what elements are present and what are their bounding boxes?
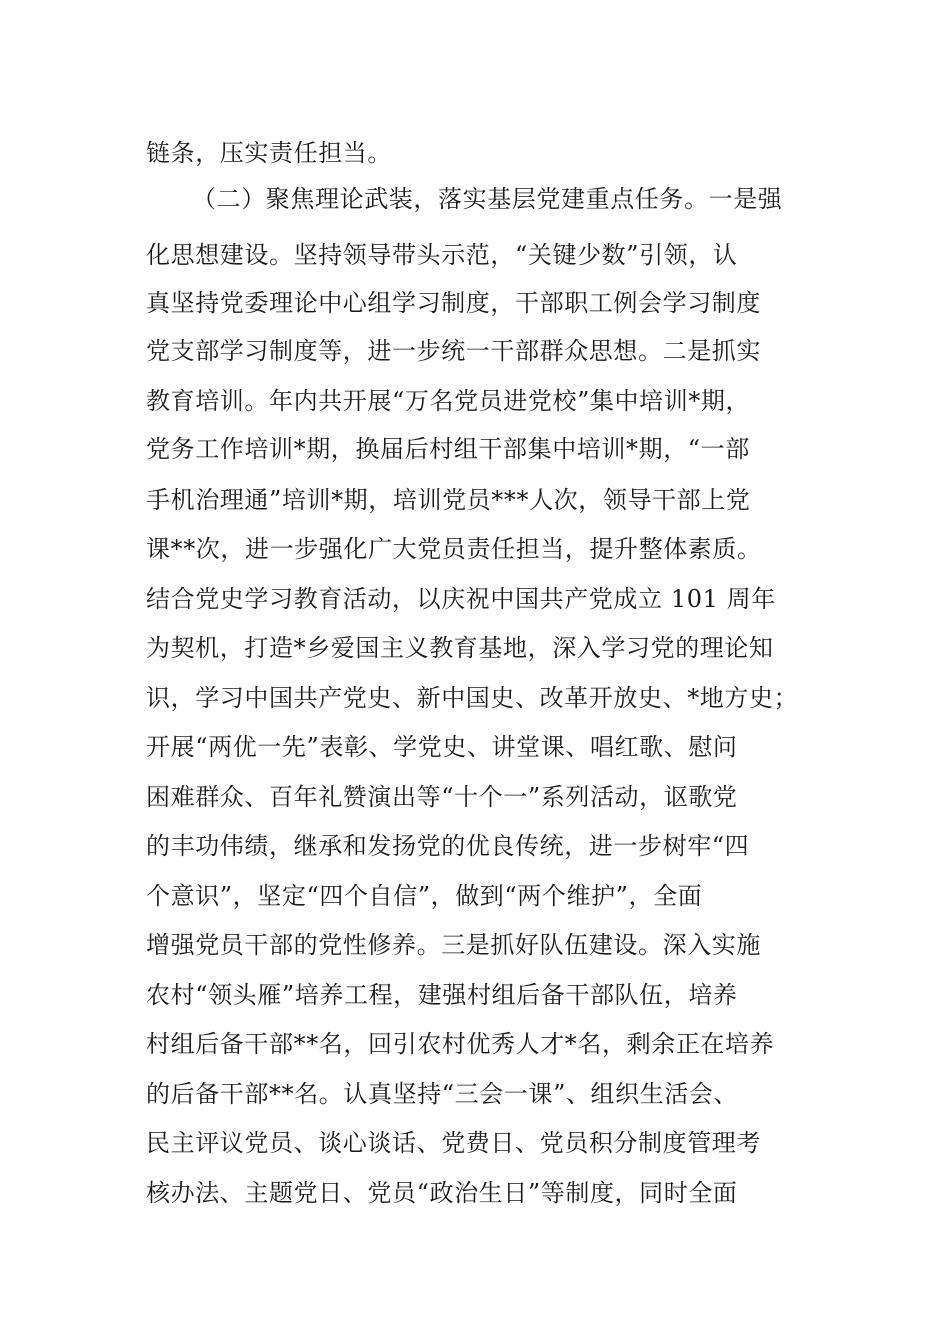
- text-line: 手机治理通”培训*期，培训党员***人次，领导干部上党: [146, 486, 751, 514]
- text-line: 识，学习中国共产党史、新中国史、改革开放史、*地方史；: [146, 684, 799, 712]
- text-line: 个意识”，坚定“四个自信”，做到“两个维护”，全面: [146, 882, 703, 910]
- text-line: 党务工作培训*期，换届后村组干部集中培训*期，“一部: [146, 435, 750, 463]
- text-line: 增强党员干部的党性修养。三是抓好队伍建设。深入实施: [146, 931, 761, 959]
- text-line: 真坚持党委理论中心组学习制度，干部职工例会学习制度: [146, 289, 761, 317]
- text-line: 核办法、主题党日、党员“政治生日”等制度，同时全面: [146, 1179, 738, 1207]
- text-line: 的后备干部**名。认真坚持“三会一课”、组织生活会、: [146, 1080, 739, 1108]
- text-line: 农村“领头雁”培养工程，建强村组后备干部队伍，培养: [146, 981, 738, 1009]
- text-line: 开展“两优一先”表彰、学党史、讲堂课、唱红歌、慰问: [146, 733, 738, 761]
- text-line: 村组后备干部**名，回引农村优秀人才*名，剩余正在培养: [146, 1030, 775, 1058]
- text-line: 的丰功伟绩，继承和发扬党的优良传统，进一步树牢“四: [146, 832, 750, 860]
- section-heading-line: （二）聚焦理论武装，落实基层党建重点任务。一是强: [192, 185, 783, 213]
- text-line: 民主评议党员、谈心谈话、党费日、党员积分制度管理考: [146, 1129, 761, 1157]
- text-line: 党支部学习制度等，进一步统一干部群众思想。二是抓实: [146, 337, 761, 365]
- text-line: 化思想建设。坚持领导带头示范，“关键少数”引领，认: [146, 241, 738, 269]
- text-line: 教育培训。年内共开展“万名党员进党校”集中培训*期，: [146, 387, 751, 415]
- text-line: 困难群众、百年礼赞演出等“十个一”系列活动，讴歌党: [146, 783, 738, 811]
- text-line: 为契机，打造*乡爱国主义教育基地，深入学习党的理论知: [146, 634, 774, 662]
- text-line: 结合党史学习教育活动，以庆祝中国共产党成立 101 周年: [146, 585, 776, 613]
- text-line: 课**次，进一步强化广大党员责任担当，提升整体素质。: [146, 535, 762, 563]
- text-line: 链条，压实责任担当。: [146, 139, 392, 167]
